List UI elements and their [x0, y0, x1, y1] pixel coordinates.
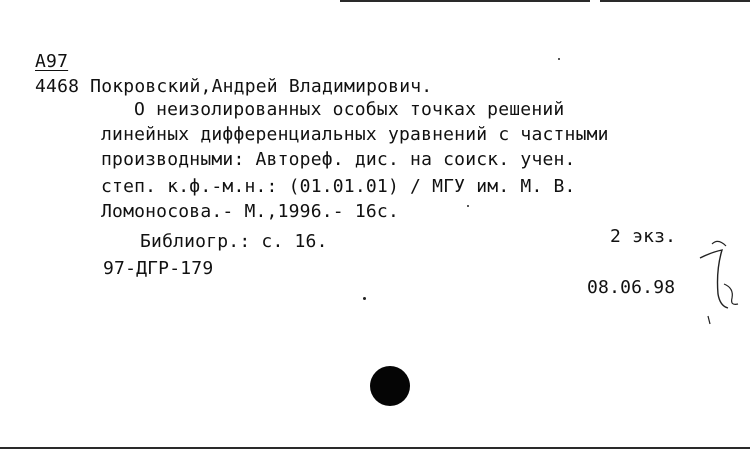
bottom-border-line	[0, 447, 750, 449]
registration-number: 97-ДГР-179	[103, 258, 214, 279]
title-line-2: линейных дифференциальных уравнений с частными	[101, 124, 609, 145]
date-stamp: 08.06.98	[587, 277, 676, 298]
copies-count: 2 экз.	[610, 226, 677, 247]
bibliography-note: Библиогр.: с. 16.	[140, 231, 328, 252]
title-line-3: производными: Автореф. дис. на соиск. учен.	[101, 149, 576, 170]
ink-speck	[467, 205, 469, 207]
degree-line: степ. к.ф.-м.н.: (01.01.01) / МГУ им. М. В.	[101, 176, 576, 197]
top-border-line-right	[600, 0, 750, 2]
top-border-line	[340, 0, 590, 2]
shelf-mark: А97	[35, 51, 69, 72]
card-punch-hole	[370, 366, 410, 406]
handwritten-mark	[694, 236, 748, 326]
publication-line: Ломоносова.- М.,1996.- 16с.	[101, 201, 399, 222]
entry-number-and-author: 4468 Покровский,Андрей Владимирович.	[35, 76, 433, 97]
ink-speck	[363, 297, 366, 300]
title-line-1: О неизолированных особых точках решений	[134, 99, 565, 120]
ink-speck	[558, 58, 560, 60]
